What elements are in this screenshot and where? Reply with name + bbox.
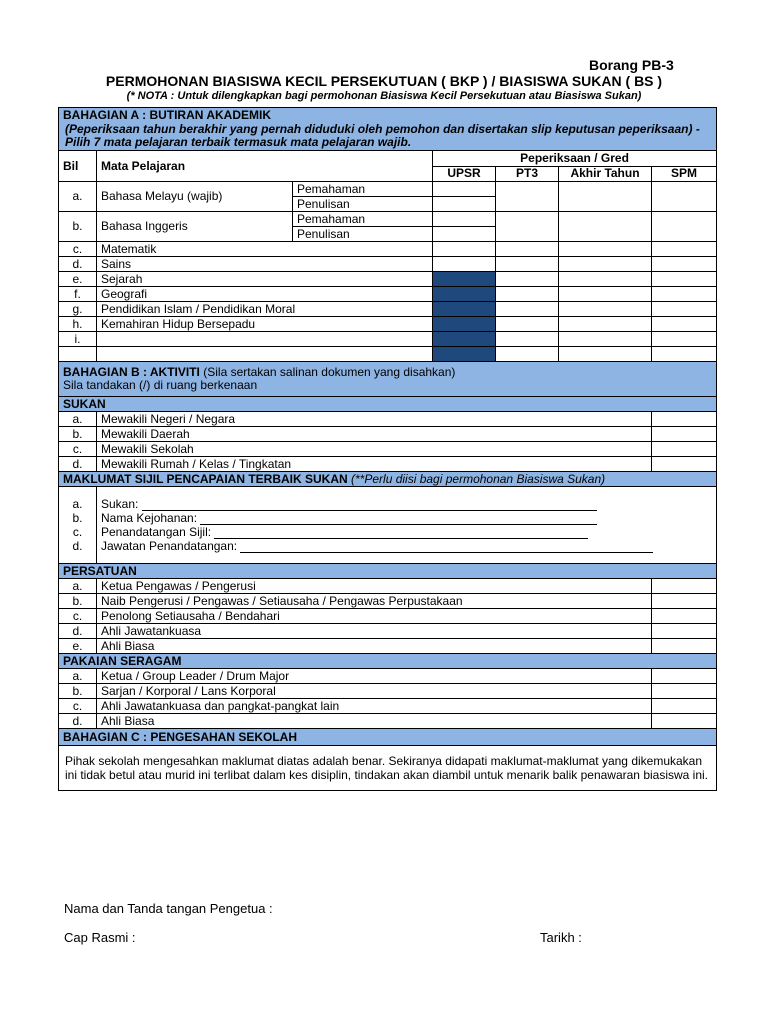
pakaian-bil: a.: [59, 669, 97, 684]
grade-cell-pt3[interactable]: [496, 302, 559, 317]
subject-bil: [59, 347, 97, 362]
tick-box[interactable]: [652, 624, 717, 639]
subject-name: Sains: [97, 257, 433, 272]
col-exam-header: Peperiksaan / Gred: [433, 151, 717, 167]
tick-box[interactable]: [652, 699, 717, 714]
section-b-title: BAHAGIAN B : AKTIVITI: [63, 365, 200, 379]
grade-cell-spm[interactable]: [652, 272, 717, 287]
sukan-bil: d.: [59, 457, 97, 472]
tick-box[interactable]: [652, 684, 717, 699]
grade-cell-upsr[interactable]: [433, 227, 496, 242]
subject-name: Geografi: [97, 287, 433, 302]
subject-name: Bahasa Melayu (wajib): [97, 182, 293, 212]
date-label: Tarikh :: [540, 930, 582, 945]
exam-header-akhir-tahun: Akhir Tahun: [559, 166, 652, 182]
sijil-field-penandatangan[interactable]: [97, 525, 717, 539]
grade-cell-spm[interactable]: [652, 317, 717, 332]
form-code: Borang PB-3: [589, 57, 674, 73]
col-subject-header: Mata Pelajaran: [97, 151, 433, 182]
grade-cell-akhir-tahun[interactable]: [559, 182, 652, 212]
grade-cell-spm[interactable]: [652, 287, 717, 302]
grade-cell-upsr-disabled: [433, 332, 496, 347]
grade-cell-akhir-tahun[interactable]: [559, 347, 652, 362]
grade-cell-spm[interactable]: [652, 302, 717, 317]
grade-cell-pt3[interactable]: [496, 212, 559, 242]
sijil-label: Jawatan Penandatangan:: [101, 539, 238, 553]
tick-box[interactable]: [652, 609, 717, 624]
grade-cell-pt3[interactable]: [496, 242, 559, 257]
pakaian-bil: c.: [59, 699, 97, 714]
sijil-input-line[interactable]: [214, 526, 588, 539]
grade-cell-spm[interactable]: [652, 257, 717, 272]
sijil-label: Penandatangan Sijil:: [101, 525, 212, 539]
subject-bil: i.: [59, 332, 97, 347]
exam-header-upsr: UPSR: [433, 166, 496, 182]
sukan-item: Mewakili Sekolah: [97, 442, 652, 457]
subject-bil: b.: [59, 212, 97, 242]
tick-box[interactable]: [652, 427, 717, 442]
persatuan-bil: d.: [59, 624, 97, 639]
pakaian-bil: b.: [59, 684, 97, 699]
sukan-item: Mewakili Daerah: [97, 427, 652, 442]
sijil-field-kejohanan[interactable]: [97, 511, 717, 525]
tick-box[interactable]: [652, 457, 717, 472]
grade-cell-upsr[interactable]: [433, 197, 496, 212]
persatuan-bil: a.: [59, 579, 97, 594]
pakaian-item: Sarjan / Korporal / Lans Korporal: [97, 684, 652, 699]
grade-cell-spm[interactable]: [652, 212, 717, 242]
form-nota: (* NOTA : Untuk dilengkapkan bagi permohonan Biasiswa Kecil Persekutuan atau Biasiswa Sukan): [126, 90, 642, 102]
pakaian-title: PAKAIAN SERAGAM: [59, 654, 717, 669]
signature-principal-label: Nama dan Tanda tangan Pengetua :: [64, 901, 273, 916]
subject-bil: g.: [59, 302, 97, 317]
tick-box[interactable]: [652, 669, 717, 684]
exam-header-spm: SPM: [652, 166, 717, 182]
grade-cell-upsr-disabled: [433, 347, 496, 362]
subject-bil: f.: [59, 287, 97, 302]
sijil-bil: c.: [59, 525, 97, 539]
section-b-note: (Sila sertakan salinan dokumen yang disahkan): [203, 365, 456, 379]
tick-box[interactable]: [652, 412, 717, 427]
pakaian-item: Ahli Jawatankuasa dan pangkat-pangkat lain: [97, 699, 652, 714]
sijil-bil: b.: [59, 511, 97, 525]
grade-cell-upsr[interactable]: [433, 182, 496, 197]
persatuan-bil: b.: [59, 594, 97, 609]
pakaian-item: Ketua / Group Leader / Drum Major: [97, 669, 652, 684]
grade-cell-upsr-disabled: [433, 287, 496, 302]
section-c-title: BAHAGIAN C : PENGESAHAN SEKOLAH: [59, 729, 717, 746]
grade-cell-upsr[interactable]: [433, 212, 496, 227]
sukan-bil: c.: [59, 442, 97, 457]
grade-cell-upsr-disabled: [433, 317, 496, 332]
section-b-header: [59, 362, 717, 397]
subject-component: Pemahaman: [293, 182, 433, 197]
grade-cell-akhir-tahun[interactable]: [559, 302, 652, 317]
grade-cell-akhir-tahun[interactable]: [559, 317, 652, 332]
grade-cell-pt3[interactable]: [496, 317, 559, 332]
grade-cell-pt3[interactable]: [496, 182, 559, 212]
grade-cell-spm[interactable]: [652, 332, 717, 347]
subject-name: Pendidikan Islam / Pendidikan Moral: [97, 302, 433, 317]
subject-bil: d.: [59, 257, 97, 272]
sukan-item: Mewakili Rumah / Kelas / Tingkatan: [97, 457, 652, 472]
sukan-title: SUKAN: [59, 397, 717, 412]
grade-cell-upsr-disabled: [433, 302, 496, 317]
tick-box[interactable]: [652, 579, 717, 594]
pakaian-item: Ahli Biasa: [97, 714, 652, 729]
subject-component: Penulisan: [293, 197, 433, 212]
grade-cell-spm[interactable]: [652, 347, 717, 362]
sijil-field-jawatan[interactable]: [97, 539, 717, 564]
persatuan-item: Penolong Setiausaha / Bendahari: [97, 609, 652, 624]
grade-cell-spm[interactable]: [652, 242, 717, 257]
persatuan-item: Ahli Jawatankuasa: [97, 624, 652, 639]
grade-cell-pt3[interactable]: [496, 272, 559, 287]
subject-name[interactable]: [97, 332, 433, 347]
persatuan-item: Naib Pengerusi / Pengawas / Setiausaha / Pengawas Perpustakaan: [97, 594, 652, 609]
grade-cell-akhir-tahun[interactable]: [559, 272, 652, 287]
subject-bil: c.: [59, 242, 97, 257]
subject-component: Pemahaman: [293, 212, 433, 227]
sukan-bil: b.: [59, 427, 97, 442]
grade-cell-upsr[interactable]: [433, 257, 496, 272]
grade-cell-upsr-disabled: [433, 272, 496, 287]
form-title: PERMOHONAN BIASISWA KECIL PERSEKUTUAN ( BKP ) / BIASISWA SUKAN ( BS ): [105, 73, 663, 89]
section-a-instruction: [59, 122, 717, 151]
exam-header-pt3: PT3: [496, 166, 559, 182]
section-c-text: Pihak sekolah mengesahkan maklumat diatas adalah benar. Sekiranya didapati maklumat-maklumat yang dikemukakan ini tidak betul atau murid ini terlibat dalam kes disiplin, tindakan akan diambil untuk menarik balik penawaran biasiswa ini.: [59, 746, 717, 791]
application-form-table: [58, 107, 717, 791]
tick-box[interactable]: [652, 714, 717, 729]
subject-bil: e.: [59, 272, 97, 287]
sukan-item: Mewakili Negeri / Negara: [97, 412, 652, 427]
subject-name: Bahasa Inggeris: [97, 212, 293, 242]
sijil-input-line[interactable]: [200, 512, 597, 525]
official-stamp-label: Cap Rasmi :: [64, 930, 136, 945]
grade-cell-spm[interactable]: [652, 182, 717, 212]
section-a-instruction-line-2: Pilih 7 mata pelajaran terbaik termasuk mata pelajaran wajib.: [65, 135, 412, 149]
sijil-field-sukan[interactable]: [97, 487, 717, 512]
col-bil-header: Bil: [59, 151, 97, 182]
sijil-bil: d.: [59, 539, 97, 564]
grade-cell-upsr[interactable]: [433, 242, 496, 257]
sijil-input-line[interactable]: [240, 540, 653, 553]
section-b-instruction: Sila tandakan (/) di ruang berkenaan: [63, 378, 258, 392]
subject-component: Penulisan: [293, 227, 433, 242]
sijil-bil: a.: [59, 487, 97, 512]
grade-cell-pt3[interactable]: [496, 257, 559, 272]
sijil-title: MAKLUMAT SIJIL PENCAPAIAN TERBAIK SUKAN: [63, 471, 348, 486]
grade-cell-akhir-tahun[interactable]: [559, 257, 652, 272]
sijil-input-line[interactable]: [142, 498, 597, 511]
sijil-label: Sukan:: [101, 496, 139, 511]
tick-box[interactable]: [652, 442, 717, 457]
section-a-title: BAHAGIAN A : BUTIRAN AKADEMIK: [59, 108, 717, 123]
sijil-header: [59, 472, 717, 487]
sijil-label: Nama Kejohanan:: [101, 511, 198, 525]
persatuan-title: PERSATUAN: [59, 564, 717, 579]
grade-cell-pt3[interactable]: [496, 287, 559, 302]
section-a-instruction-line-1: (Peperiksaan tahun berakhir yang pernah diduduki oleh pemohon dan disertakan slip keputusan peperiksaan) -: [65, 122, 700, 136]
sijil-note: (**Perlu diisi bagi permohonan Biasiswa Sukan): [351, 471, 606, 486]
subject-name: Matematik: [97, 242, 433, 257]
sukan-bil: a.: [59, 412, 97, 427]
grade-cell-akhir-tahun[interactable]: [559, 242, 652, 257]
persatuan-bil: c.: [59, 609, 97, 624]
grade-cell-akhir-tahun[interactable]: [559, 332, 652, 347]
tick-box[interactable]: [652, 639, 717, 654]
persatuan-item: Ketua Pengawas / Pengerusi: [97, 579, 652, 594]
persatuan-item: Ahli Biasa: [97, 639, 652, 654]
subject-bil: h.: [59, 317, 97, 332]
grade-cell-pt3[interactable]: [496, 347, 559, 362]
grade-cell-akhir-tahun[interactable]: [559, 287, 652, 302]
persatuan-bil: e.: [59, 639, 97, 654]
grade-cell-akhir-tahun[interactable]: [559, 212, 652, 242]
subject-name[interactable]: [97, 347, 433, 362]
grade-cell-pt3[interactable]: [496, 332, 559, 347]
subject-name: Kemahiran Hidup Bersepadu: [97, 317, 433, 332]
subject-name: Sejarah: [97, 272, 433, 287]
pakaian-bil: d.: [59, 714, 97, 729]
subject-bil: a.: [59, 182, 97, 212]
tick-box[interactable]: [652, 594, 717, 609]
